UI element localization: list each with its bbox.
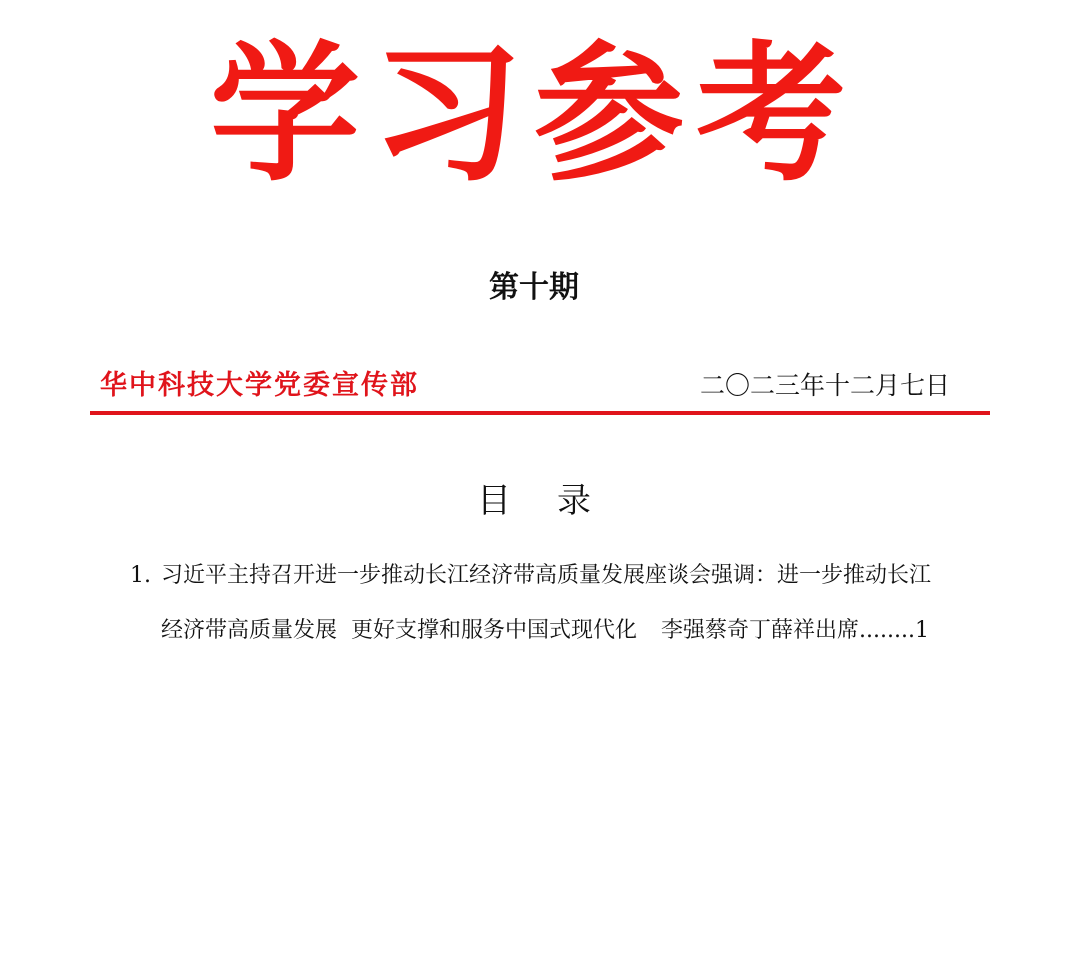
- toc-entry-number: 1.: [130, 563, 151, 588]
- toc-entry-line-1: [130, 561, 970, 591]
- issue-number: 第十期: [489, 270, 579, 305]
- toc-entry-page-number: 1: [915, 618, 929, 643]
- toc-heading-right: 录: [557, 481, 591, 521]
- toc-entry[interactable]: [130, 561, 970, 646]
- header-divider: [90, 411, 990, 415]
- toc-entry-title-part-1: 经济带高质量发展: [161, 618, 338, 643]
- masthead-title: 学习参考: [209, 26, 858, 202]
- toc-entry-line-2: [130, 616, 970, 646]
- toc-entry-title-part-2: 更好支撑和服务中国式现代化: [351, 618, 638, 643]
- toc-entry-title-part-3: 李强蔡奇丁薛祥出席: [661, 618, 860, 643]
- toc-entry-title-line-1: 习近平主持召开进一步推动长江经济带高质量发展座谈会强调：进一步推动长江: [161, 563, 932, 588]
- publisher-name: 华中科技大学党委宣传部: [100, 370, 419, 401]
- publication-date: 二〇二三年十二月七日: [699, 371, 950, 400]
- toc-heading-left: 目: [477, 481, 511, 521]
- toc-entry-leader: ........: [859, 618, 915, 643]
- toc-heading: [0, 478, 1068, 524]
